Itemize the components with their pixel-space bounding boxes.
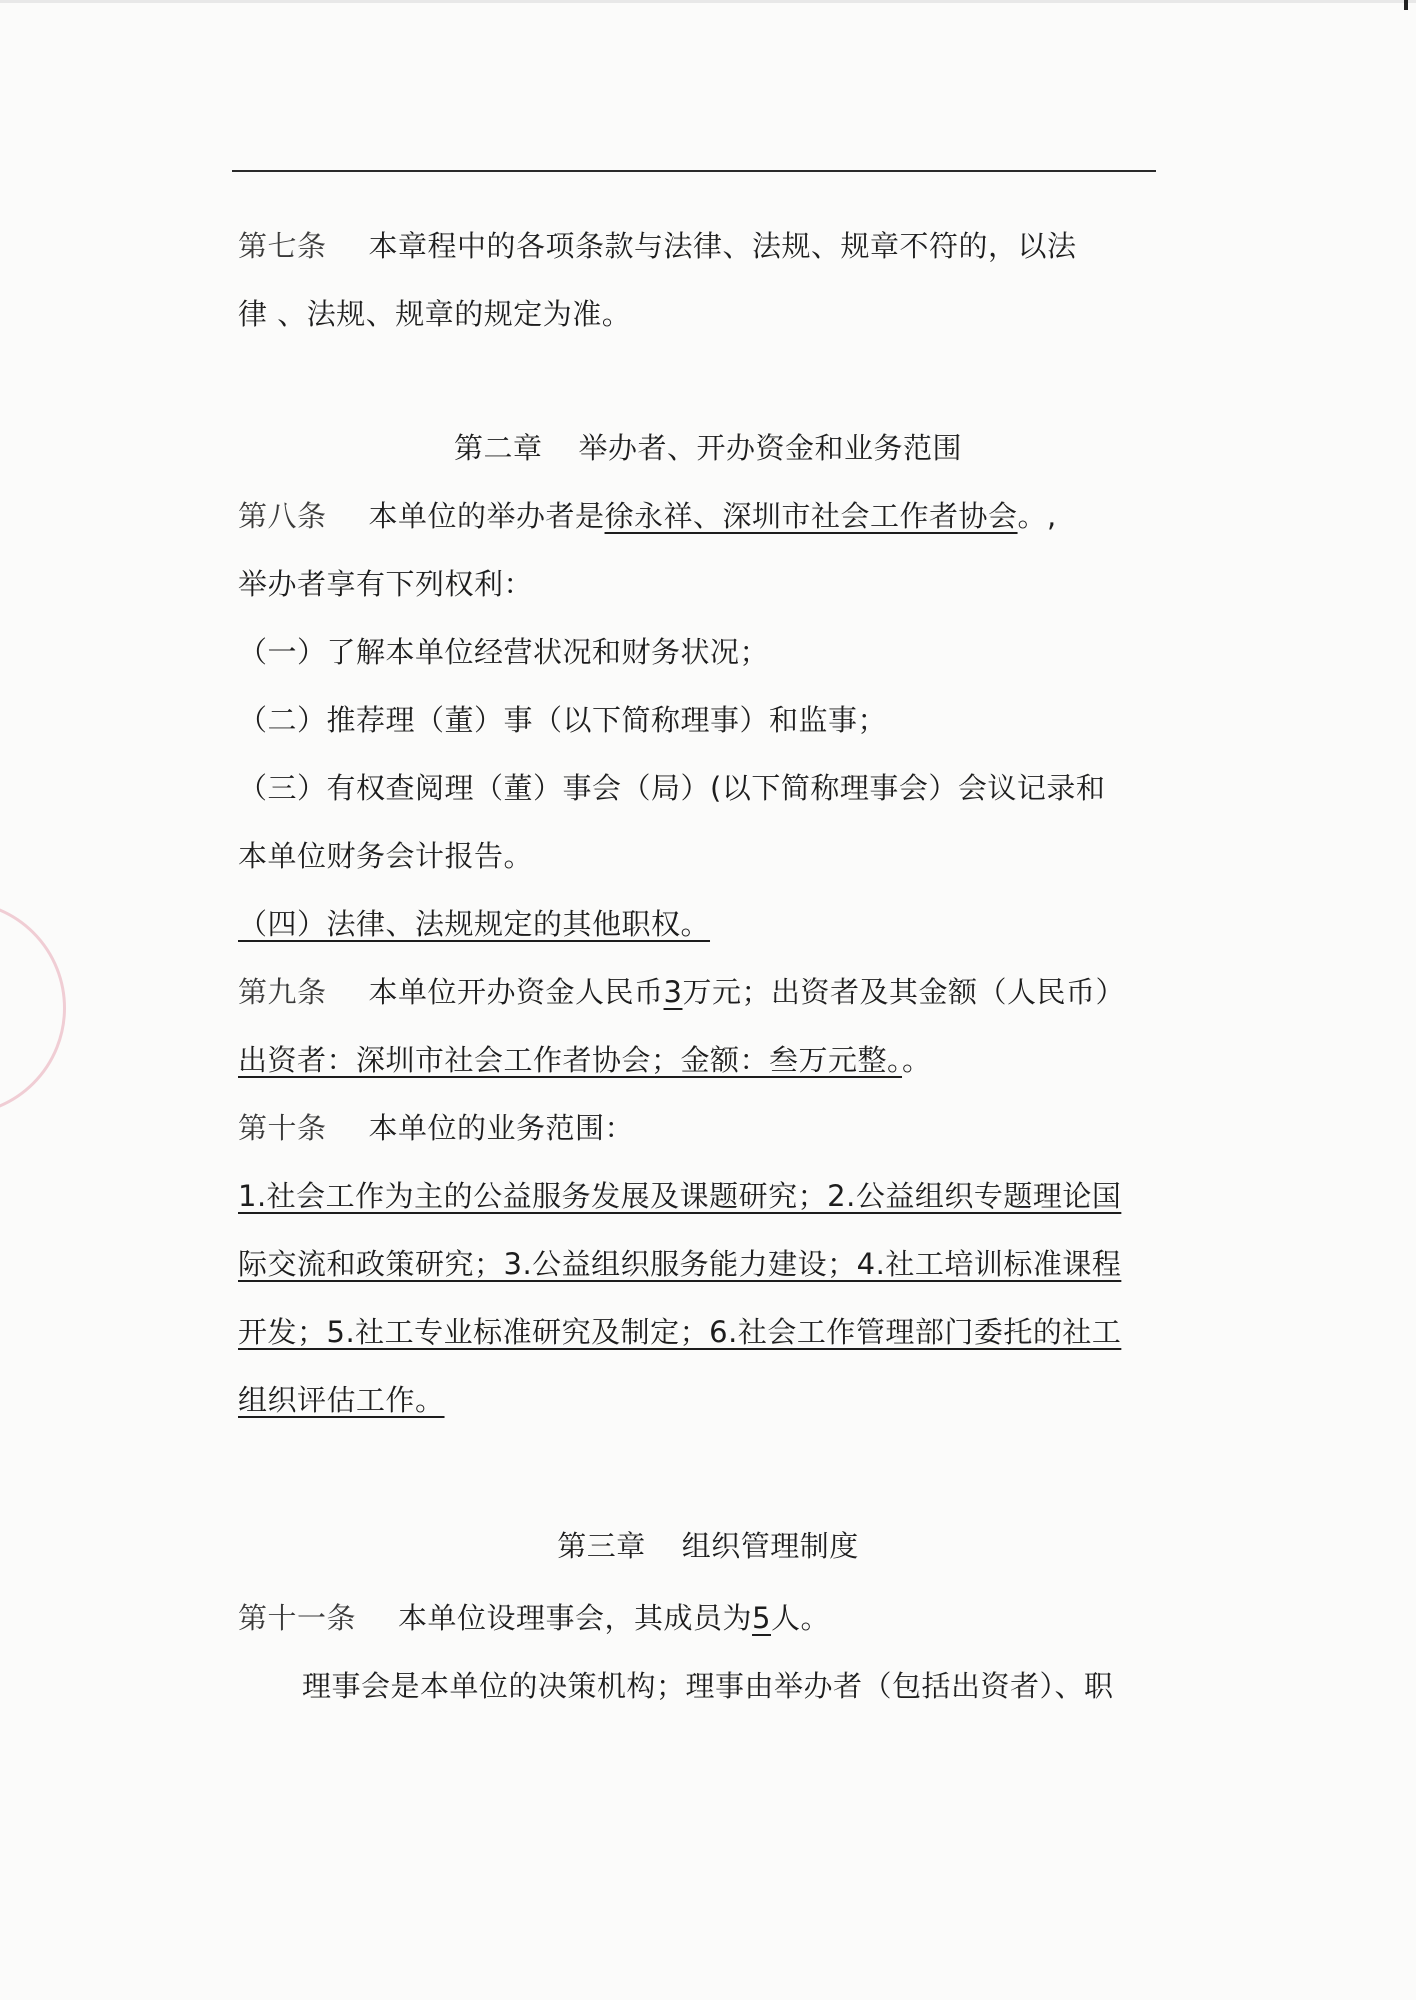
chapter-3-heading — [0, 1526, 1416, 1566]
article-7-label: 第七条 — [238, 229, 327, 263]
article-10-text: 本单位的业务范围： — [368, 1111, 635, 1145]
article-10-scope-1: 1.社会工作为主的公益服务发展及课题研究；2.公益组织专题理论国 — [238, 1179, 1122, 1213]
article-8-holders: 徐永祥、深圳市社会工作者协会 — [604, 499, 1018, 533]
article-11-text: 本单位设理事会，其成员为 — [398, 1601, 753, 1635]
scan-top-edge — [0, 0, 1416, 3]
article-10-scope-3: 开发；5.社工专业标准研究及制定；6.社会工作管理部门委托的社工 — [238, 1315, 1122, 1349]
article-8-item-3-cont: 本单位财务会计报告。 — [238, 839, 534, 873]
article-9-tail: 。 — [902, 1043, 932, 1077]
article-8-item-3: （三）有权查阅理（董）事会（局）(以下简称理事会）会议记录和 — [238, 771, 1106, 805]
article-10-line-1 — [238, 1108, 634, 1148]
article-9-investor: 出资者：深圳市社会工作者协会；金额：叁万元整。 — [238, 1043, 903, 1077]
article-9-line-1 — [238, 972, 1125, 1012]
article-8-tail: 。, — [1017, 499, 1057, 533]
article-11-count: 5 — [752, 1601, 771, 1635]
article-7-line-2: 律 、法规、规章的规定为准。 — [238, 297, 632, 331]
article-8-label: 第八条 — [238, 499, 327, 533]
article-8-rights-intro: 举办者享有下列权利： — [238, 567, 534, 601]
chapter-3-title: 组织管理制度 — [681, 1529, 859, 1563]
chapter-2-heading — [0, 428, 1416, 468]
article-10-scope-2: 际交流和政策研究；3.公益组织服务能力建设；4.社工培训标准课程 — [238, 1247, 1122, 1281]
article-8-item-2: （二）推荐理（董）事（以下简称理事）和监事； — [238, 703, 888, 737]
scan-corner-mark — [1404, 0, 1408, 10]
article-10-label: 第十条 — [238, 1111, 327, 1145]
article-7-line-1 — [238, 226, 1077, 266]
article-9-line-2 — [238, 1040, 932, 1080]
article-8-item-1: （一）了解本单位经营状况和财务状况； — [238, 635, 770, 669]
article-9-amount: 3 — [663, 975, 683, 1009]
chapter-2-label: 第二章 — [453, 431, 543, 465]
article-9-label: 第九条 — [238, 975, 327, 1009]
article-8-text: 本单位的举办者是 — [368, 499, 605, 533]
article-8-item-4: （四）法律、法规规定的其他职权。 — [238, 907, 711, 941]
article-9-text-post: 万元；出资者及其金额（人民币） — [682, 975, 1125, 1009]
article-9-text: 本单位开办资金人民币 — [368, 975, 664, 1009]
header-rule — [232, 170, 1156, 172]
article-10-scope-4: 组织评估工作。 — [238, 1383, 445, 1417]
red-seal-stamp — [0, 900, 66, 1116]
chapter-3-label: 第三章 — [557, 1529, 646, 1563]
article-11-paragraph: 理事会是本单位的决策机构；理事由举办者（包括出资者）、职 — [302, 1669, 1114, 1703]
article-11-text-post: 人。 — [770, 1601, 830, 1635]
article-8-line-1 — [238, 496, 1057, 536]
chapter-2-title: 举办者、开办资金和业务范围 — [578, 431, 963, 465]
article-11-label: 第十一条 — [238, 1601, 357, 1635]
article-7-text: 本章程中的各项条款与法律、法规、规章不符的，以法 — [368, 229, 1077, 263]
article-11-line-1 — [238, 1598, 830, 1638]
